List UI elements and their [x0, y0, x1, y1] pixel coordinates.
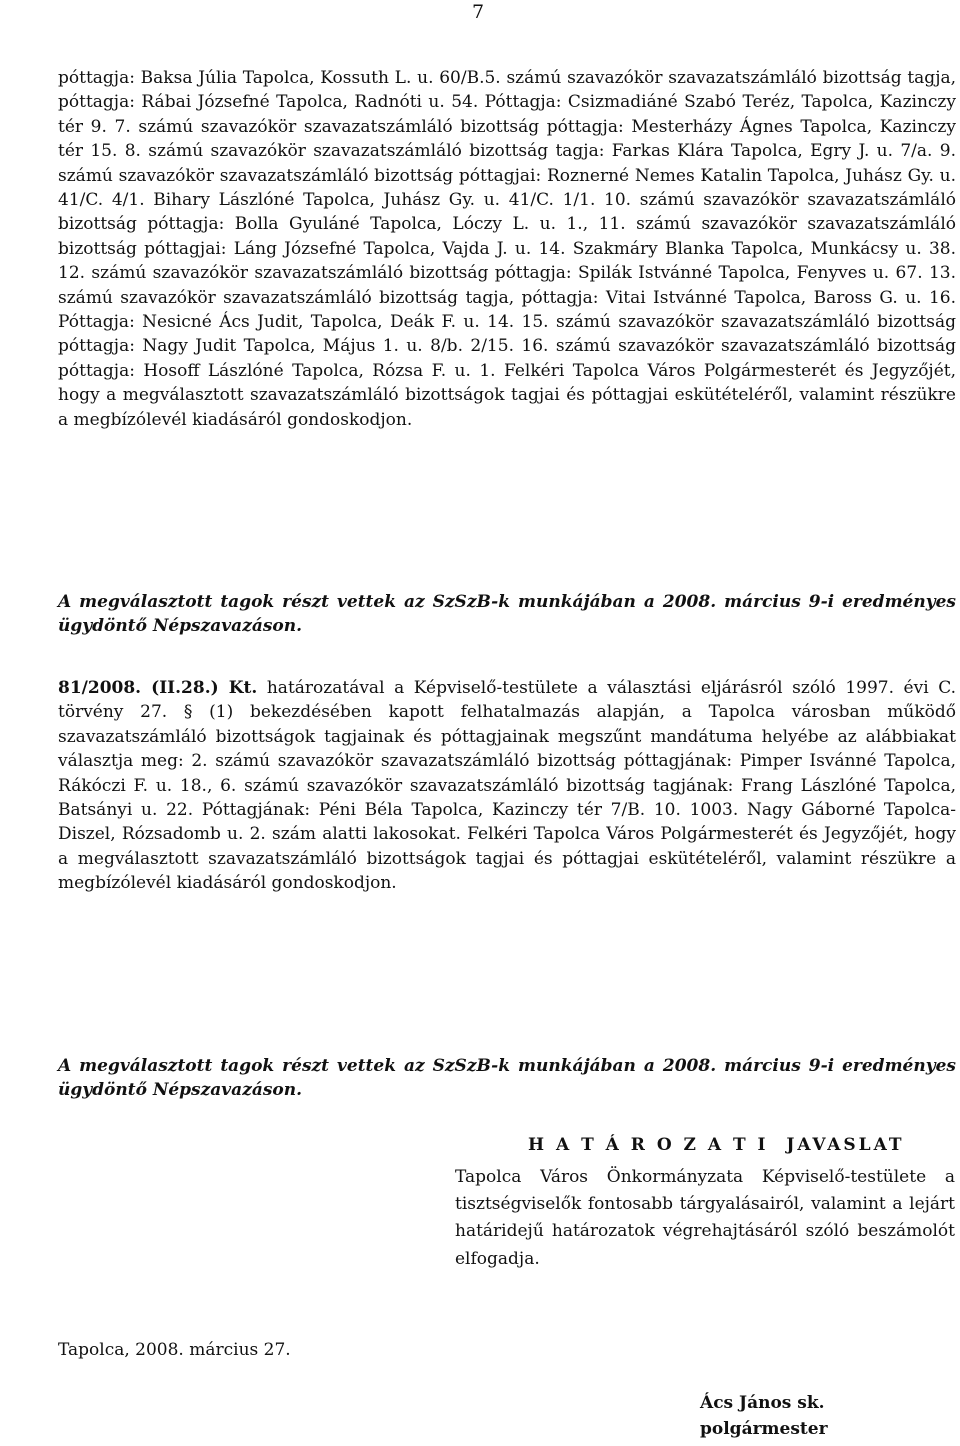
emphasis-participation-1: A megválasztott tagok részt vettek az SzSzB-k munkájában a 2008. március 9-i eredményes ügydöntő Népszavazáson. — [58, 592, 956, 637]
resolution-reference: 81/2008. (II.28.) Kt. — [58, 678, 258, 698]
page-number: 7 — [472, 1, 485, 23]
proposal-heading-visible: H A T Á R O Z A T I JAVASLAT — [528, 1135, 905, 1155]
place-date: Tapolca, 2008. március 27. — [58, 1340, 291, 1360]
signature-block — [700, 1390, 828, 1442]
emphasis-participation-2: A megválasztott tagok részt vettek az SzSzB-k munkájában a 2008. március 9-i eredményes ügydöntő Népszavazáson. — [58, 1056, 956, 1101]
signature-name: Ács János sk. — [700, 1393, 825, 1413]
signature-title: polgármester — [700, 1419, 828, 1439]
proposal-text: Tapolca Város Önkormányzata Képviselő-testülete a tisztségviselők fontosabb tárgyalásairól, valamint a lejárt határidejű határozatok végrehajtásáról szóló beszámolót elfogadja. — [455, 1167, 955, 1269]
resolution-text: határozatával a Képviselő-testülete a választási eljárásról szóló 1997. évi C. törvény 27. § (1) bekezdésében kapott felhatalmazás alapján, a Tapolca városban működő szavazatszámláló bizottságok tagjainak és póttagjainak megszűnt mandátuma helyébe az alábbiakat választja meg: 2. számú szavazókör szavazatszámláló bizottság póttagjának: Pimper Isvánné Tapolca, Rákóczi F. u. 18., 6. számú szavazókör szavazatszámláló bizottság tagjának: Frang Lászlóné Tapolca, Batsányi u. 22. Póttagjának: Péni Béla Tapolca, Kazinczy tér 7/B. 10. 1003. Nagy Gáborné Tapolca-Diszel, Rózsadomb u. 2. szám alatti lakosokat. Felkéri Tapolca Város Polgármesterét és Jegyzőjét, hogy a megválasztott szavazatszámláló bizottságok tagjai és póttagjai eskütételéről, valamint részükre a megbízólevél kiadásáról gondoskodjon. — [58, 678, 957, 894]
paragraph-resolution — [58, 676, 956, 896]
paragraph-committee-members: póttagja: Baksa Júlia Tapolca, Kossuth L. u. 60/B.5. számú szavazókör szavazatszámláló bizottság tagja, póttagja: Rábai Józsefné Tapolca, Radnóti u. 54. Póttagja: Csizmadiáné Szabó Teréz, Tapolca, Kazinczy tér 9. 7. számú szavazókör szavazatszámláló bizottság póttagja: Mesterházy Ágnes Tapolca, Kazinczy tér 15. 8. számú szavazókör szavazatszámláló bizottság tagja: Farkas Klára Tapolca, Egry J. u. 7/a. 9. számú szavazókör szavazatszámláló bizottság póttagjai: Roznerné Nemes Katalin Tapolca, Juhász Gy. u. 41/C. 4/1. Bihary Lászlóné Tapolca, Juhász Gy. u. 41/C. 1/1. 10. számú szavazókör szavazatszámláló bizottság póttagja: Bolla Gyuláné Tapolca, Lóczy L. u. 1., 11. számú szavazókör szavazatszámláló bizottság póttagjai: Láng Józsefné Tapolca, Vajda J. u. 14. Szakmáry Blanka Tapolca, Munkácsy u. 38. 12. számú szavazókör szavazatszámláló bizottság póttagja: Spilák Istvánné Tapolca, Fenyves u. 67. 13. számú szavazókör szavazatszámláló bizottság tagja, póttagja: Vitai Istvánné Tapolca, Baross G. u. 16. Póttagja: Nesicné Ács Judit, Tapolca, Deák F. u. 14. 15. számú szavazókör szavazatszámláló bizottság póttagja: Nagy Judit Tapolca, Május 1. u. 8/b. 2/15. 16. számú szavazókör szavazatszámláló bizottság póttagja: Hosoff Lászlóné Tapolca, Rózsa F. u. 1. Felkéri Tapolca Város Polgármesterét és Jegyzőjét, hogy a megválasztott szavazatszámláló bizottságok tagjai és póttagjai eskütételéről, valamint részükre a megbízólevél kiadásáról gondoskodjon. — [58, 68, 956, 430]
